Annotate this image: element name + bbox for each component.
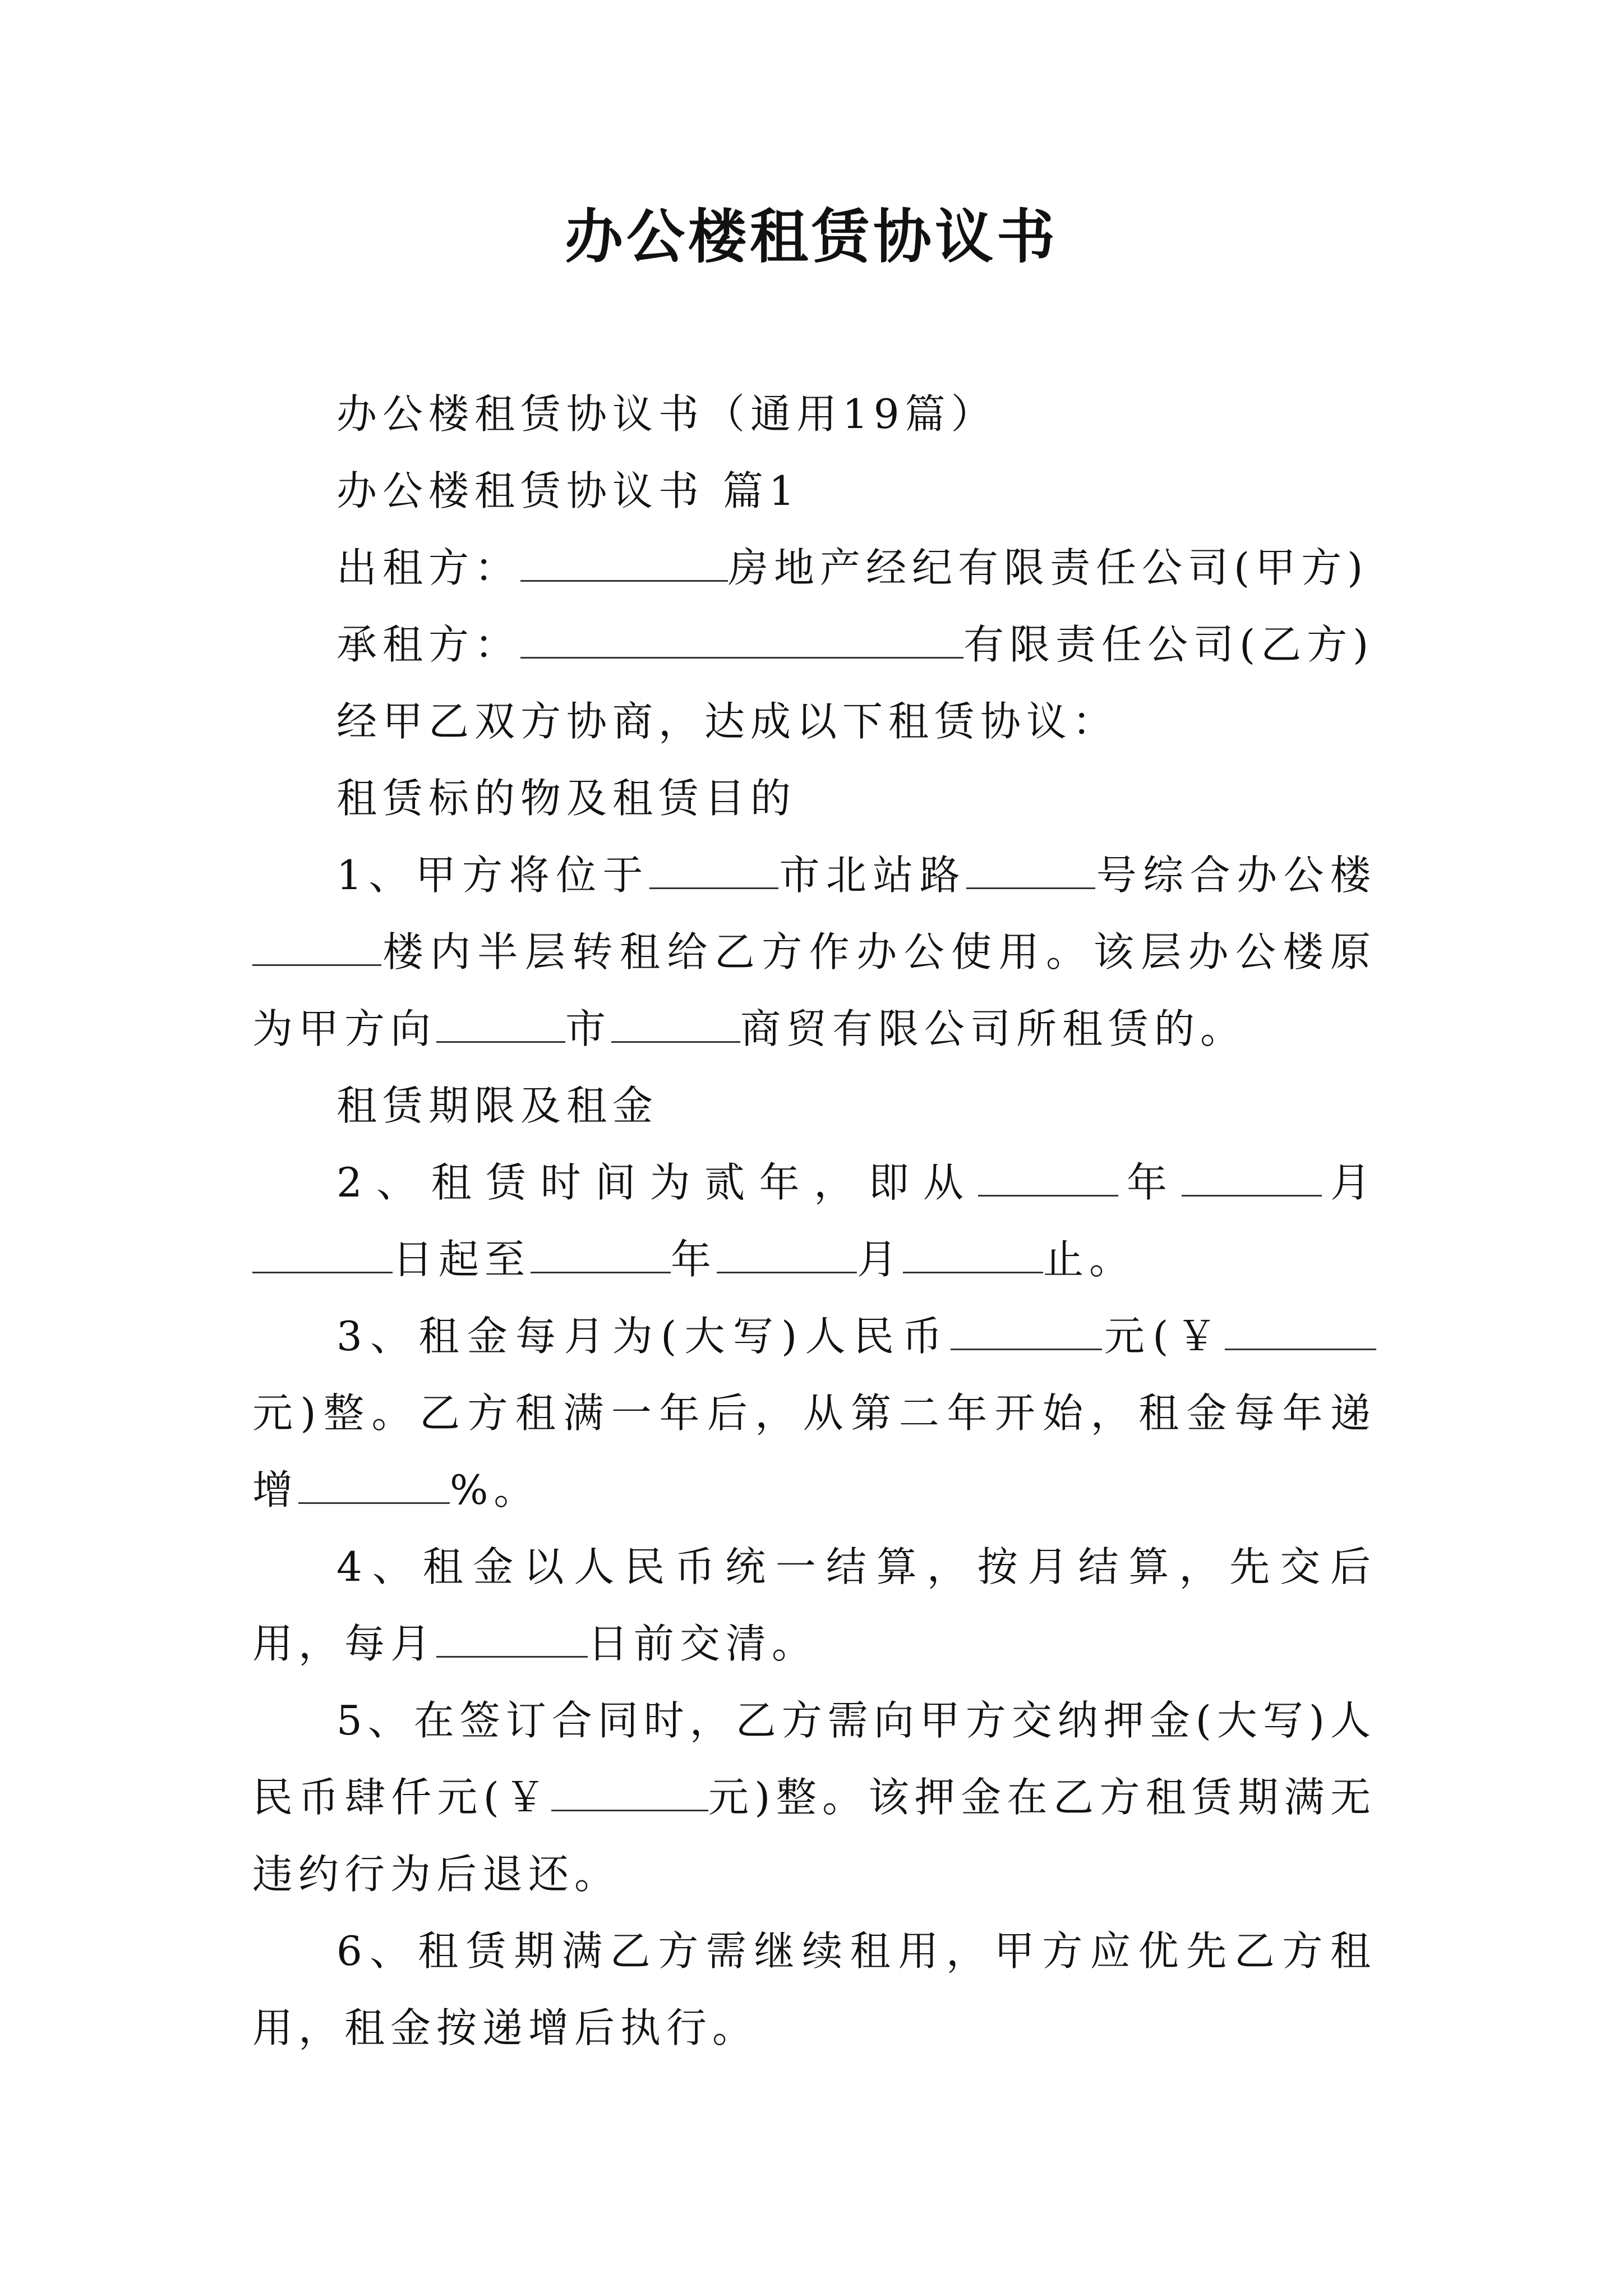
- text-run: 3、租金每月为(大写)人民币: [336, 1313, 951, 1360]
- lessor-label: 出租方：: [336, 544, 521, 591]
- clause-4: [252, 1529, 1376, 1682]
- text-run: 楼内半层转租给乙方作办公使用。该层办公楼原为甲方向: [252, 928, 1376, 1052]
- document-body: [252, 376, 1376, 2067]
- text-run: 5、在签订合同时，乙方需向甲方交纳押金(大写)人民币肆仟元(￥: [252, 1697, 1376, 1821]
- paragraph-lessee: [252, 606, 1376, 683]
- text-run: 4、租金以人民币统一结算，按月结算，先交后用，每月: [252, 1543, 1376, 1667]
- clause-6: 6、租赁期满乙方需继续租用，甲方应优先乙方租用，租金按递增后执行。: [252, 1927, 1376, 2051]
- text-run: 日起至: [393, 1236, 531, 1283]
- text-run: 止。: [1043, 1236, 1136, 1283]
- blank-line: [951, 1312, 1102, 1350]
- blank-line: [520, 620, 963, 659]
- text-run: %。: [450, 1466, 540, 1513]
- text-run: 1、甲方将位于: [336, 852, 649, 899]
- document-title: 办公楼租赁协议书: [564, 202, 1058, 271]
- text-run: 年: [1118, 1159, 1182, 1206]
- blank-line: [551, 1773, 708, 1811]
- lessee-company: 有限责任公司(乙方): [963, 621, 1375, 668]
- blank-line: [520, 544, 728, 582]
- blank-line: [966, 851, 1095, 889]
- blank-line: [978, 1158, 1118, 1197]
- blank-line: [717, 1235, 857, 1273]
- text-run: 2、租赁时间为贰年，即从: [336, 1159, 978, 1206]
- clause-2: [252, 1144, 1376, 1298]
- lessor-company: 房地产经纪有限责任公司(甲方): [728, 544, 1369, 591]
- text-run: 商贸有限公司所租赁的。: [740, 1005, 1247, 1052]
- blank-line: [611, 1005, 740, 1043]
- blank-line: [1225, 1312, 1376, 1350]
- blank-line: [649, 851, 778, 889]
- text-run: 元)整。该押金在乙方租赁期满无违约行为后退还。: [252, 1774, 1376, 1898]
- section-heading-term: 租赁期限及租金: [336, 1082, 659, 1129]
- blank-line: [903, 1235, 1043, 1273]
- section-heading-subject: 租赁标的物及租赁目的: [336, 775, 797, 822]
- lessee-label: 承租方：: [336, 621, 521, 668]
- text-run: 市: [565, 1005, 612, 1052]
- blank-line: [298, 1466, 450, 1504]
- text-run: 元(￥: [1101, 1313, 1225, 1360]
- text-run: 日前交清。: [588, 1620, 818, 1667]
- blank-line: [531, 1235, 671, 1273]
- paragraph-agreement-intro: 经甲乙双方协商，达成以下租赁协议：: [336, 698, 1119, 745]
- blank-line: [252, 1235, 393, 1273]
- clause-5: [252, 1682, 1376, 1913]
- text-run: 元)整。乙方租满一年后，从第二年开始，租金每年递增: [252, 1389, 1376, 1513]
- paragraph-lessor: [252, 530, 1376, 606]
- text-run: 号综合办公楼: [1095, 852, 1376, 899]
- blank-line: [252, 928, 381, 966]
- blank-line: [436, 1005, 565, 1043]
- text-run: 月: [857, 1236, 903, 1283]
- blank-line: [1182, 1158, 1322, 1197]
- paragraph-subtitle: 办公楼租赁协议书（通用19篇）: [336, 390, 997, 438]
- clause-3: [252, 1298, 1376, 1529]
- text-run: 月: [1321, 1159, 1376, 1206]
- clause-1: [252, 837, 1376, 1068]
- paragraph-article-heading: 办公楼租赁协议书 篇1: [336, 467, 800, 514]
- text-run: 市北站路: [778, 852, 967, 899]
- blank-line: [436, 1619, 588, 1658]
- text-run: 年: [671, 1236, 717, 1283]
